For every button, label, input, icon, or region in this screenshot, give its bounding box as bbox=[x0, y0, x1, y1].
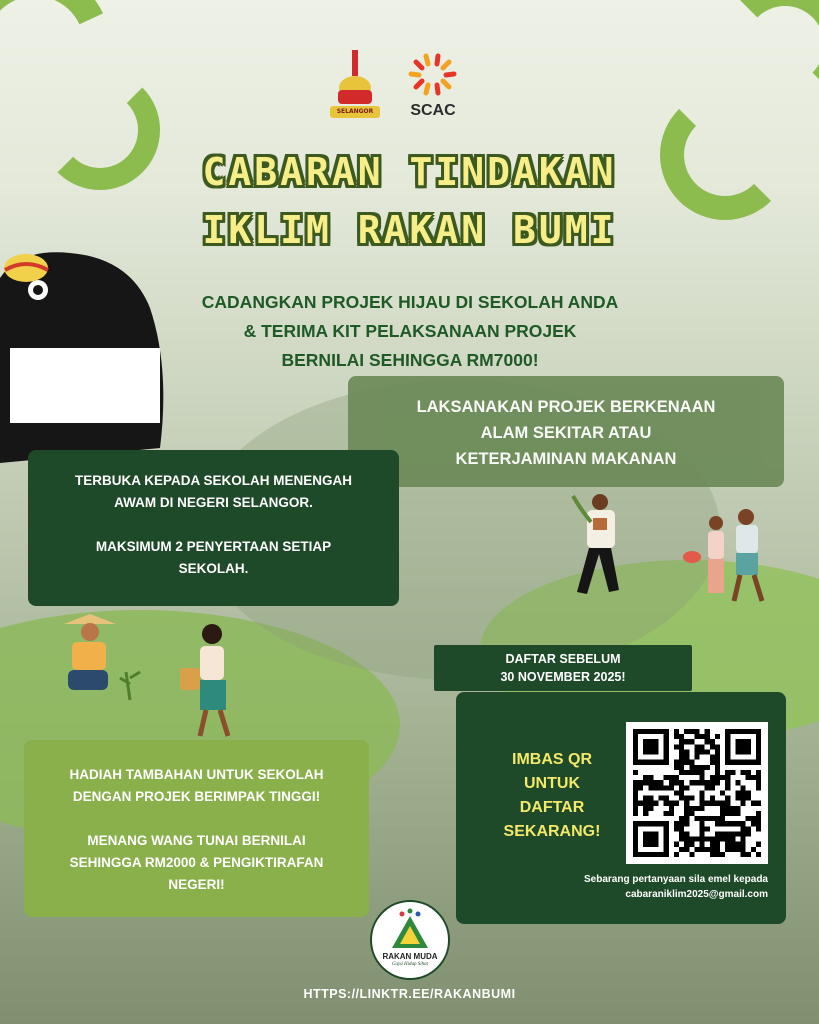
rakan-muda-logo bbox=[370, 900, 450, 980]
scac-label: SCAC bbox=[410, 102, 456, 119]
deadline-line-1: DAFTAR SEBELUM bbox=[505, 652, 621, 666]
qr-cta-line-3: DAFTAR bbox=[519, 799, 585, 816]
prize-line-3: MENANG WANG TUNAI BERNILAI bbox=[87, 833, 306, 848]
contact-email-link[interactable]: cabaraniklim2025@gmail.com bbox=[625, 889, 768, 900]
eligibility-line-4: SEKOLAH. bbox=[178, 561, 249, 576]
prize-line-4: SEHINGGA RM2000 & PENGIKTIRAFAN bbox=[69, 855, 324, 870]
qr-cta-line-4: SEKARANG! bbox=[503, 823, 601, 840]
prize-line-1: HADIAH TAMBAHAN UNTUK SEKOLAH bbox=[69, 767, 324, 782]
man-with-plant-illustration bbox=[565, 492, 635, 614]
children-watering-illustration bbox=[680, 505, 775, 613]
deadline-line-2: 30 NOVEMBER 2025! bbox=[500, 670, 626, 684]
project-focus-box bbox=[348, 376, 784, 487]
eligibility-box bbox=[28, 450, 399, 606]
enquiry-line: Sebarang pertanyaan sila emel kepada bbox=[584, 874, 768, 885]
deadline-banner bbox=[434, 645, 692, 691]
badge-tagline: Gaya Hidup Sihat bbox=[391, 962, 429, 967]
qr-cta-text bbox=[482, 748, 622, 844]
subtitle-line-2: & TERIMA KIT PELAKSANAAN PROJEK bbox=[243, 321, 577, 341]
enquiry-text bbox=[516, 872, 768, 902]
project-focus-line-1: LAKSANAKAN PROJEK BERKENAAN bbox=[416, 398, 716, 416]
project-focus-line-3: KETERJAMINAN MAKANAN bbox=[455, 450, 677, 468]
crest-banner-label: SELANGOR bbox=[336, 108, 374, 115]
project-focus-line-2: ALAM SEKITAR ATAU bbox=[480, 424, 652, 442]
eligibility-line-1: TERBUKA KEPADA SEKOLAH MENENGAH bbox=[74, 473, 352, 488]
woman-planting-illustration bbox=[170, 618, 250, 738]
qr-cta-line-1: IMBAS QR bbox=[512, 751, 592, 768]
subtitle-line-3: BERNILAI SEHINGGA RM7000! bbox=[281, 350, 539, 370]
qr-cta-line-2: UNTUK bbox=[524, 775, 580, 792]
badge-name: RAKAN MUDA bbox=[382, 952, 438, 961]
prize-box bbox=[24, 740, 369, 917]
subtitle-line-1: CADANGKAN PROJEK HIJAU DI SEKOLAH ANDA bbox=[201, 292, 619, 312]
footer-link[interactable]: HTTPS://LINKTR.EE/RAKANBUMI bbox=[303, 987, 516, 1001]
selangor-crest-logo bbox=[326, 48, 384, 126]
subtitle-block bbox=[140, 288, 680, 375]
prize-line-5: NEGERI! bbox=[168, 877, 225, 892]
page-title-line-2: IKLIM RAKAN BUMI bbox=[202, 208, 617, 252]
prize-line-2: DENGAN PROJEK BERIMPAK TINGGI! bbox=[72, 789, 321, 804]
eligibility-line-3: MAKSIMUM 2 PENYERTAAN SETIAP bbox=[95, 539, 332, 554]
farmer-planting-illustration bbox=[44, 612, 154, 722]
page-title-line-1: CABARAN TINDAKAN bbox=[202, 150, 617, 194]
scac-logo bbox=[402, 50, 464, 126]
registration-qr-code[interactable] bbox=[626, 722, 768, 864]
eligibility-line-2: AWAM DI NEGERI SELANGOR. bbox=[114, 495, 313, 510]
